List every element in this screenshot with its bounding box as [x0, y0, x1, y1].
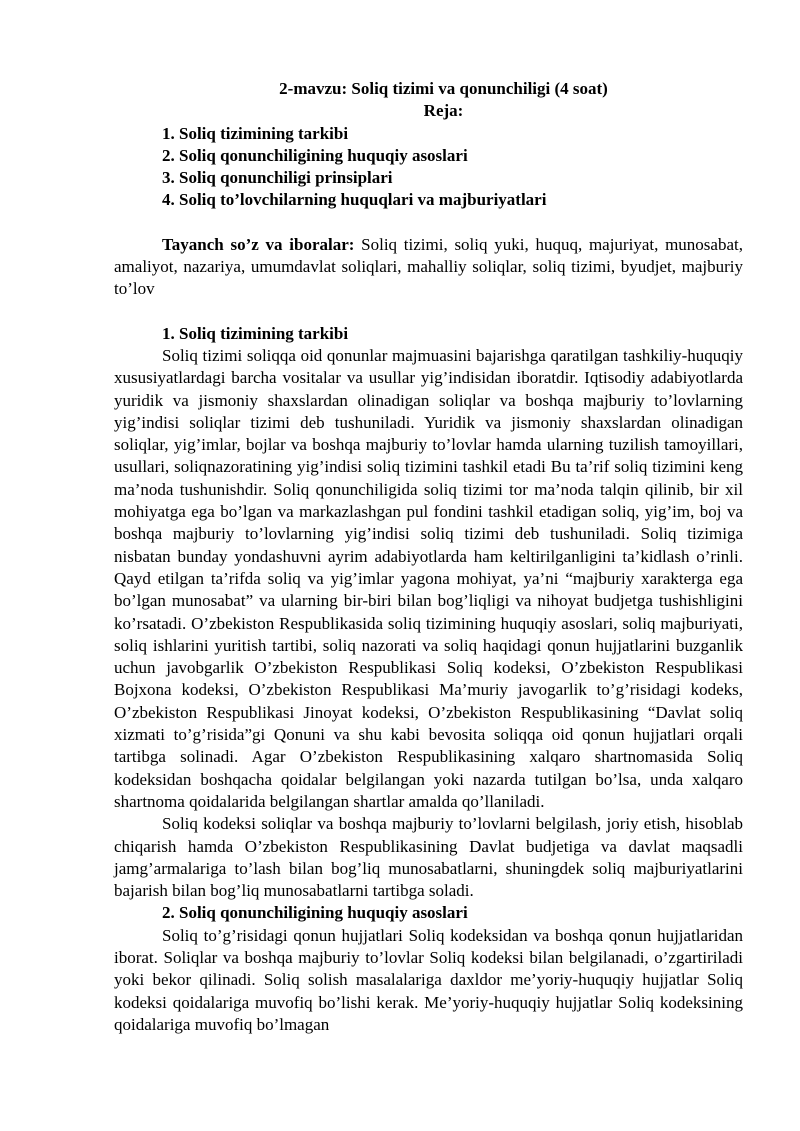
plan-item: 3. Soliq qonunchiligi prinsiplari [162, 168, 393, 188]
keywords-label: Tayanch so’z va iboralar: [162, 234, 355, 254]
plan-item: 2. Soliq qonunchiligining huquqiy asoslari [162, 145, 468, 165]
plan-title: Reja: [423, 101, 464, 121]
section-1-heading: 1. Soliq tizimining tarkibi [162, 323, 349, 343]
plan-list [114, 123, 743, 212]
section-1-paragraph: Soliq tizimi soliqqa oid qonunlar majmuasini bajarishga qaratilgan tashkiliy-huquqiy xususiyatlardagi barcha vositalar va usullar yig’indisidan iboratdir. Iqtisodiy adabiyotlarda yuridik va jismoniy shaxslardan olinadigan soliqlar va boshqa majburiy to’lovlarning yig’indisi soliqlar tizimi deb tushuniladi. Yuridik va jismoniy shaxslardan olinadigan soliqlar, yig’imlar, bojlar va boshqa majburiy to’lovlar hamda ularning tuzilish tamoyillari, usullari, soliqnazoratining yig’indisi soliq tizimini tashkil etadi Bu ta’rif soliq tizimini keng ma’noda tushunishdir. Soliq qonunchiligida soliq tizimi tor ma’noda talqin qilinib, bir xil mohiyatga ega bo’lgan va markazlashgan pul fondini tashkil etadigan soliq, yig’im, boj va boshqa majburiy to’lovlarning yig’indisi soliq tizimi deb tushuniladi. Soliq tizimiga nisbatan bunday yondashuvni ayrim adabiyotlarda ham keltirilganligini ta’kidlash o’rinli. Qayd etilgan ta’rifda soliq va yig’imlar yagona mohiyat, ya’ni “majburiy xarakterga ega bo’lgan munosabat” va ularning bir-biri bilan bog’liqligi va nihoyat budjetga tushishligini ko’rsatadi. O’zbekiston Respublikasida soliq tizimining huquqiy asoslari, soliq majburiyati, soliq ishlarini yuritish tartibi, soliq nazorati va soliq haqidagi qonun hujjatlarini buzganlik uchun javobgarlik O’zbekiston Respublikasi Soliq kodeksi, O’zbekiston Respublikasi Bojxona kodeksi, O’zbekiston Respublikasi Ma’muriy javogarlik to’g’risidagi kodeks, O’zbekiston Respublikasi Jinoyat kodeksi, O’zbekiston Respublikasining “Davlat soliq xizmati to’g’risida”gi Qonuni va shu kabi bevosita soliqqa oid qonun hujjatlari orqali tartibga solinadi. Agar O’zbekiston Respublikasining xalqaro shartnomasida Soliq kodeksidan boshqacha qoidalar belgilangan yoki nazarda tutilgan bo’lsa, unda xalqaro shartnoma qoidalarida belgilangan shartlar amalda qo’llaniladi. [114, 345, 743, 811]
document-title: 2-mavzu: Soliq tizimi va qonunchiligi (4 soat) [279, 79, 608, 98]
plan-item: 1. Soliq tizimining tarkibi [162, 123, 349, 143]
section-2-heading: 2. Soliq qonunchiligining huquqiy asoslari [162, 903, 468, 923]
section-1-paragraph: Soliq kodeksi soliqlar va boshqa majburiy to’lovlarni belgilash, joriy etish, hisoblab chiqarish hamda O’zbekiston Respublikasining Davlat budjetiga va davlat maqsadli jamg’armalariga to’lash bilan bog’liq munosabatlarni, shuningdek soliq majburiyatlarini bajarish bilan bog’liq munosabatlarni tartibga soladi. [114, 814, 743, 901]
keywords-text: Soliq tizimi, soliq yuki, huquq, majuriyat, munosabat, amaliyot, nazariya, umumdavlat soliqlari, mahalliy soliqlar, soliq tizimi, byudjet, majburiy to’lov [114, 234, 743, 299]
keywords-paragraph [114, 234, 743, 301]
section-2-paragraph: Soliq to’g’risidagi qonun hujjatlari Soliq kodeksidan va boshqa qonun hujjatlaridan iborat. Soliqlar va boshqa majburiy to’lovlar Soliq kodeksi bilan belgilanadi, o’zgartiriladi yoki bekor qilinadi. Soliq solish masalalariga daxldor me’yoriy-huquqiy hujjatlar Soliq kodeksi qoidalariga muvofiq bo’lishi kerak. Me’yoriy-huquqiy hujjatlar Soliq kodeksining qoidalariga muvofiq bo’lmagan [114, 925, 743, 1034]
plan-item: 4. Soliq to’lovchilarning huquqlari va majburiyatlari [162, 190, 547, 210]
